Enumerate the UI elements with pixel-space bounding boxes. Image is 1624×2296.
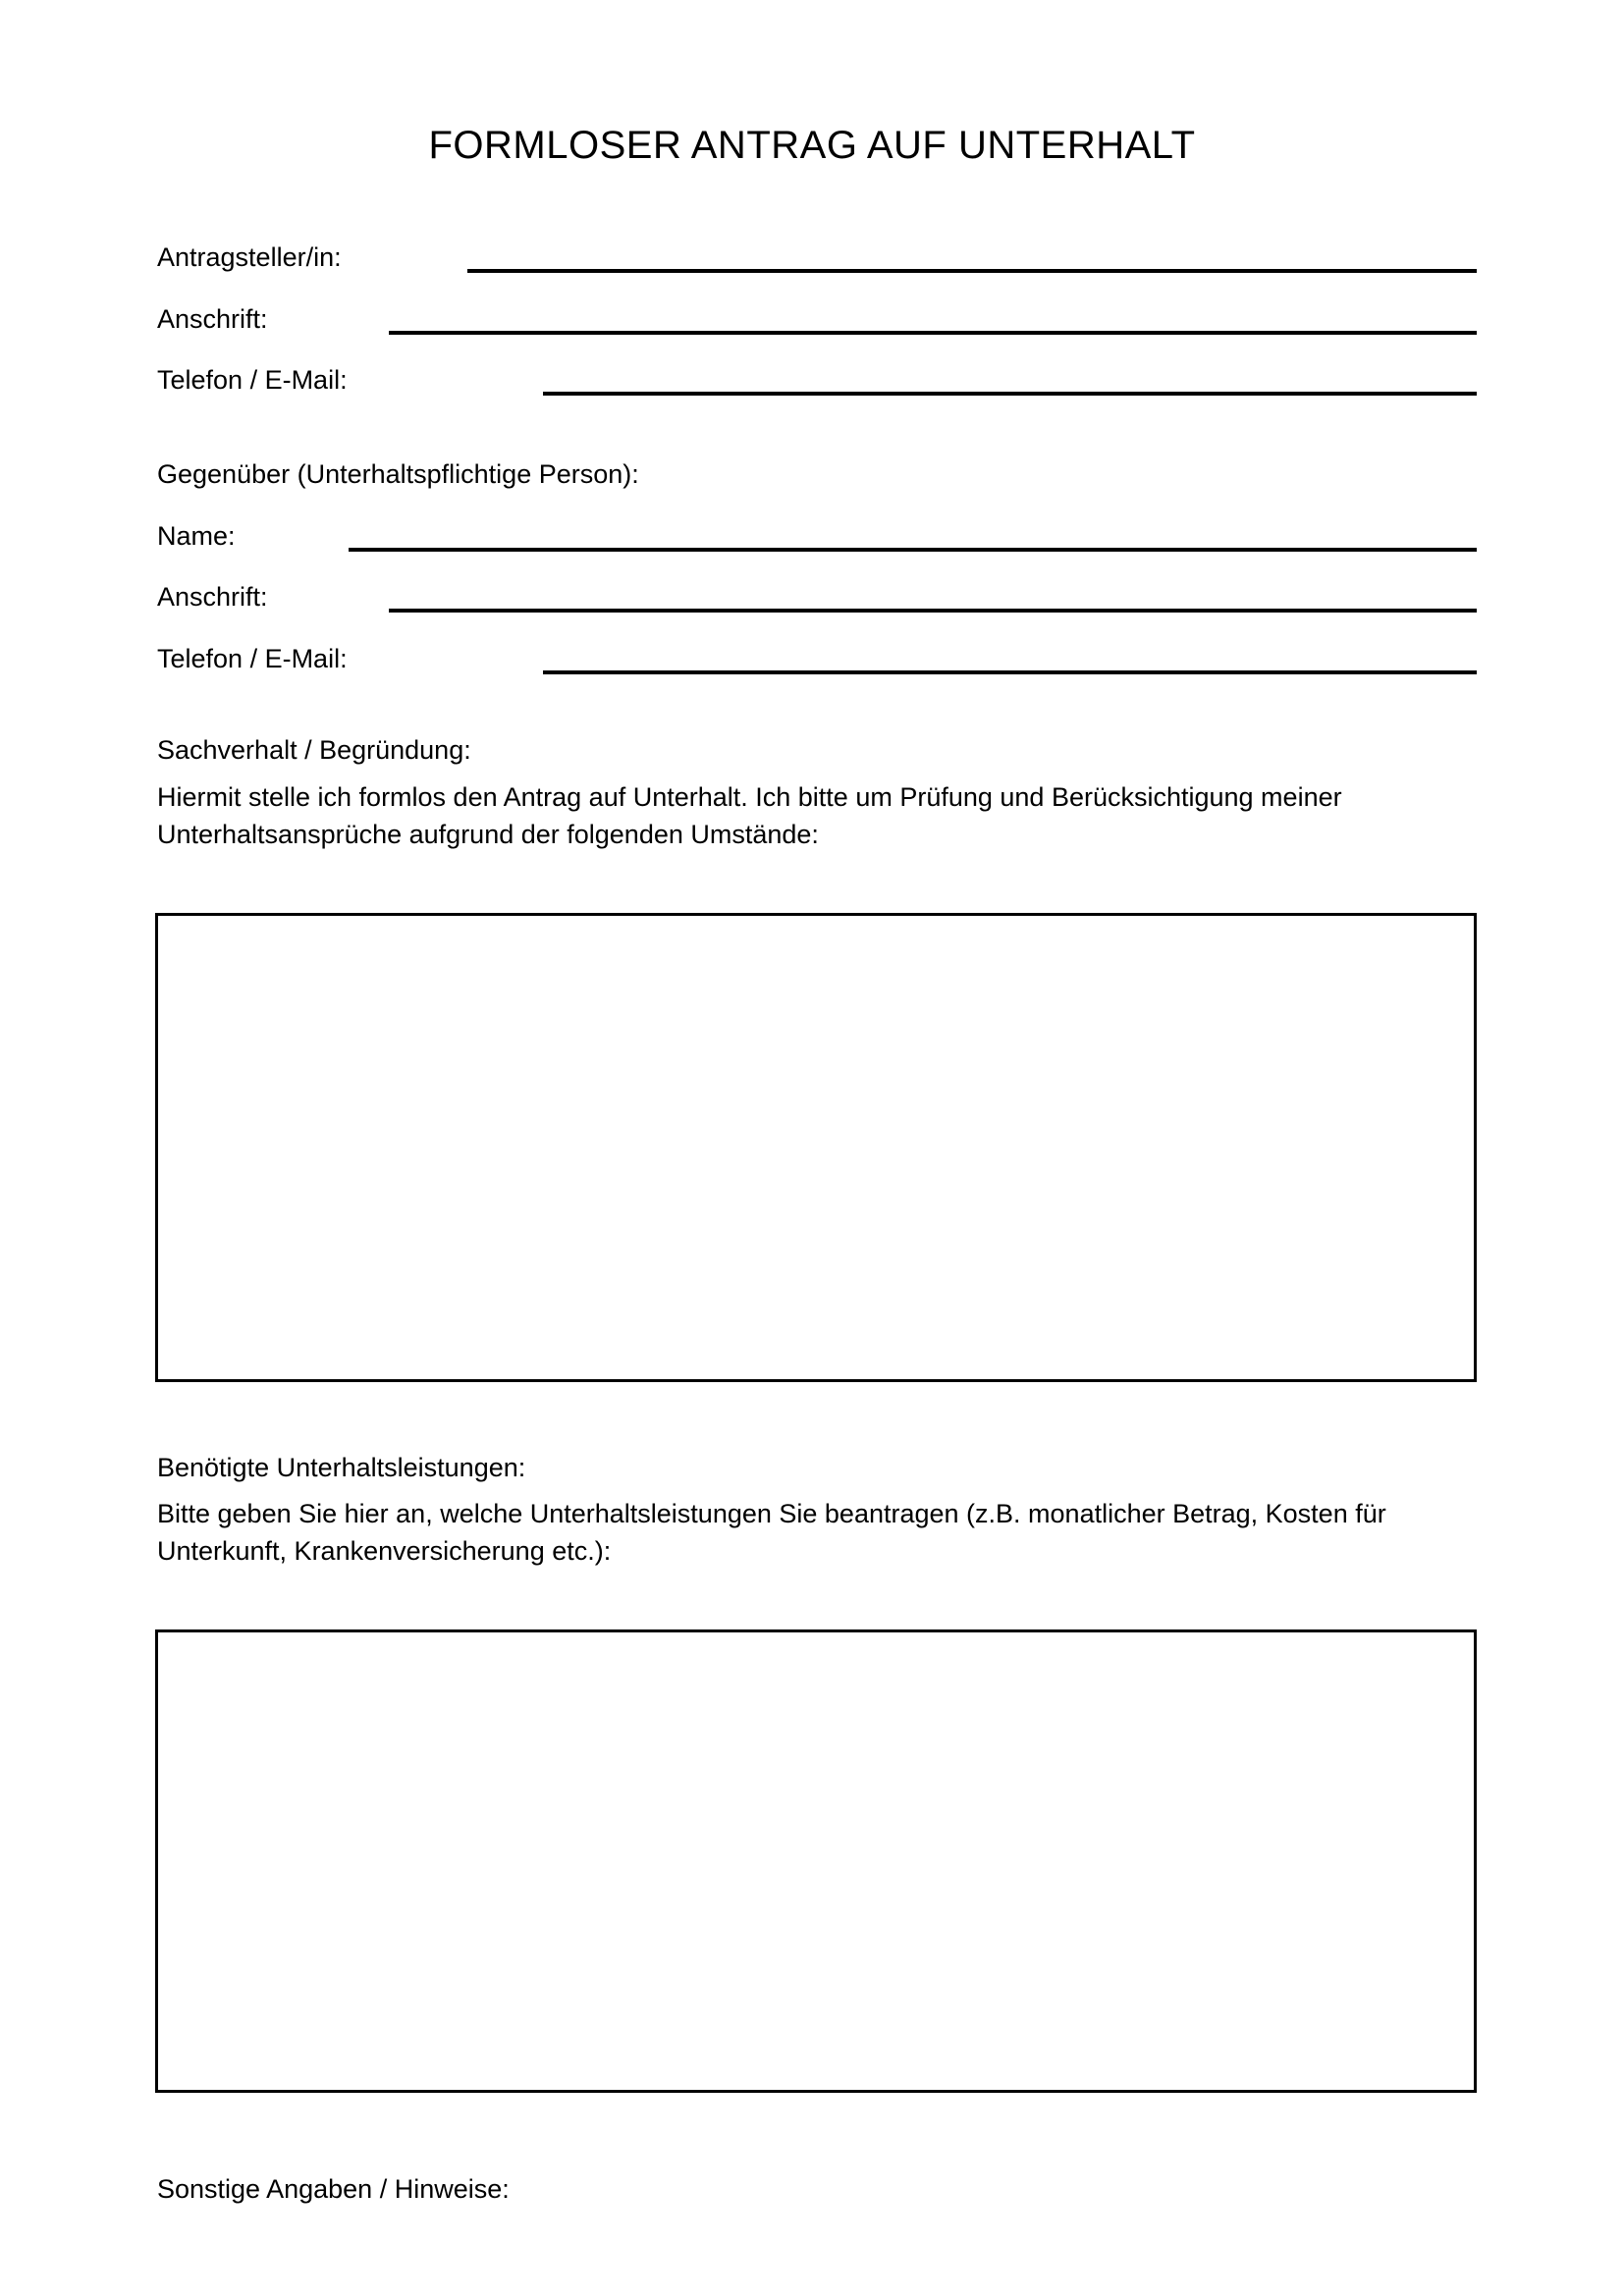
leistungen-intro-line-2: Unterkunft, Krankenversicherung etc.):: [157, 1536, 612, 1566]
label-anschrift-antragsteller: Anschrift:: [157, 304, 268, 334]
label-telefon-gegenueber: Telefon / E-Mail:: [157, 644, 348, 673]
sachverhalt-textbox[interactable]: [155, 913, 1477, 1382]
sachverhalt-intro-line-1: Hiermit stelle ich formlos den Antrag auf Unterhalt. Ich bitte um Prüfung und Berücksichtigung meiner: [157, 782, 1342, 812]
section-heading-leistungen: Benötigte Unterhaltsleistungen:: [157, 1453, 526, 1482]
label-anschrift-gegenueber: Anschrift:: [157, 582, 268, 612]
section-heading-sachverhalt: Sachverhalt / Begründung:: [157, 735, 471, 765]
input-line-antragsteller[interactable]: [467, 240, 1477, 273]
section-heading-sonstige: Sonstige Angaben / Hinweise:: [157, 2174, 510, 2204]
label-antragsteller: Antragsteller/in:: [157, 242, 342, 272]
label-name-gegenueber: Name:: [157, 521, 236, 551]
input-line-telefon-gegenueber[interactable]: [543, 641, 1477, 674]
input-line-telefon-antragsteller[interactable]: [543, 362, 1477, 396]
form-title: FORMLOSER ANTRAG AUF UNTERHALT: [428, 124, 1196, 167]
leistungen-intro-line-1: Bitte geben Sie hier an, welche Unterhaltsleistungen Sie beantragen (z.B. monatlicher Betrag, Kosten für: [157, 1499, 1386, 1528]
section-heading-gegenueber: Gegenüber (Unterhaltspflichtige Person):: [157, 459, 639, 489]
leistungen-textbox[interactable]: [155, 1629, 1477, 2093]
sachverhalt-intro-line-2: Unterhaltsansprüche aufgrund der folgenden Umstände:: [157, 820, 819, 849]
label-telefon-antragsteller: Telefon / E-Mail:: [157, 365, 348, 395]
input-line-anschrift-antragsteller[interactable]: [389, 301, 1477, 335]
input-line-anschrift-gegenueber[interactable]: [389, 579, 1477, 613]
input-line-name-gegenueber[interactable]: [349, 518, 1477, 552]
